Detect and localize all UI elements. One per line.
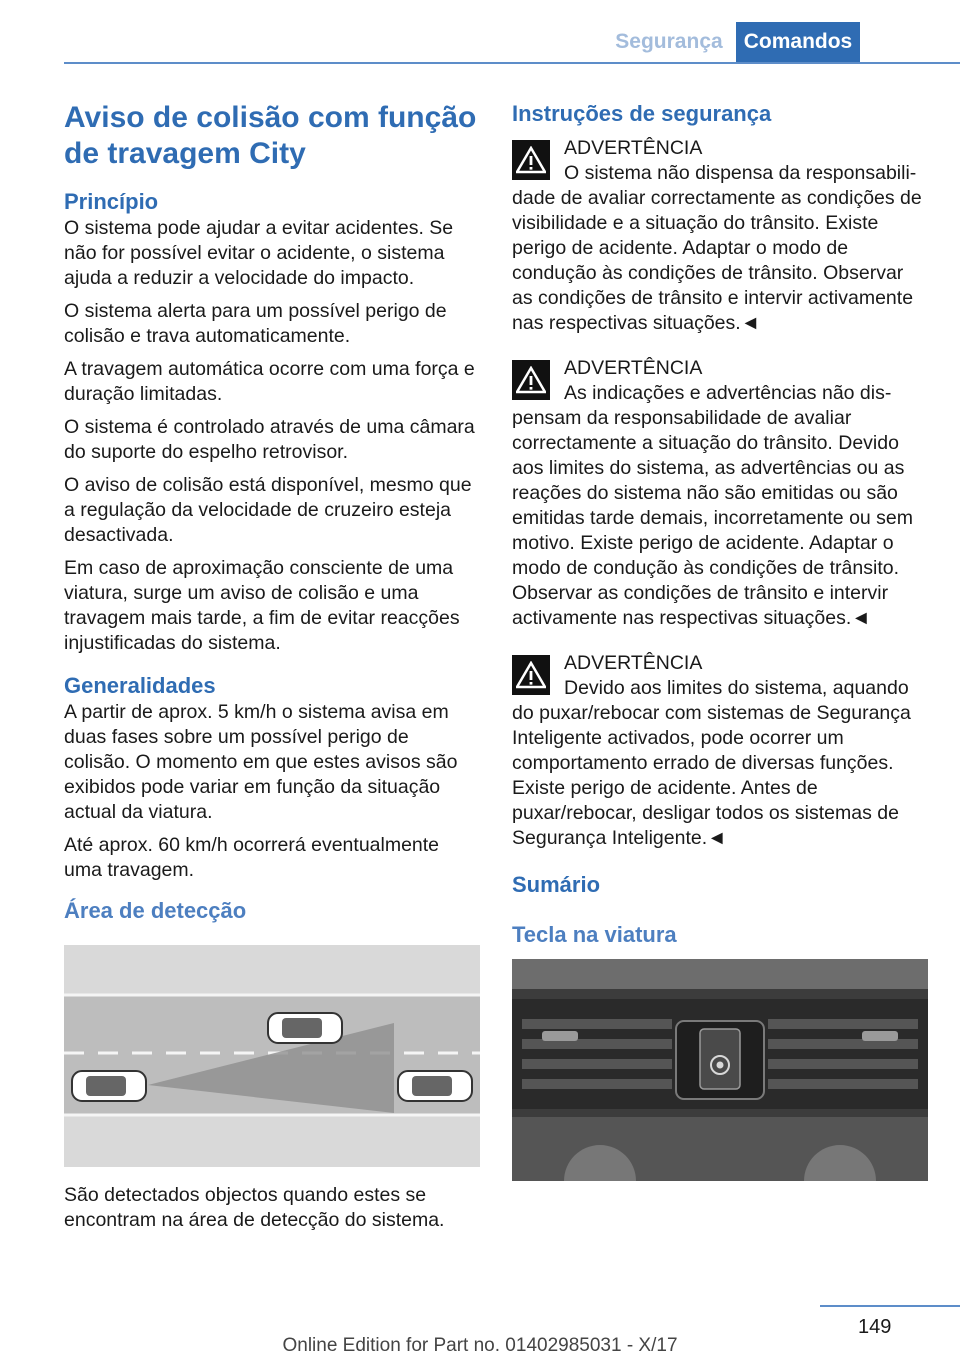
paragraph: A partir de aprox. 5 km/h o sistema avisa em duas fases sobre um possível perigo de colisão. O momento em que estes avisos são exibidos pode variar em função da situação actual da viatura. [64, 701, 458, 823]
vehicle-button-photo [512, 959, 928, 1181]
warning-block [512, 651, 928, 851]
heading-safety: Instruções de segurança [512, 101, 772, 126]
warning-triangle-icon [512, 140, 550, 180]
footer-rule [820, 1305, 960, 1307]
warning-block [512, 136, 928, 336]
dashboard-illustration [512, 959, 928, 1181]
detection-area-figure [64, 945, 480, 1167]
header-rule [64, 62, 960, 64]
warning-text: dade de avaliar correctamente as condições de visibilidade e a situação do trânsito. Existe perigo de acidente. Adaptar o modo de condução às condições de trânsito. Observar as condições de trânsito e intervir activamente nas respectivas situações.◄ [512, 187, 922, 334]
paragraph: Em caso de aproximação consciente de uma viatura, surge um aviso de colisão e uma travagem mais tarde, a fim de evitar reacções injustificadas do sistema. [64, 557, 460, 654]
warning-triangle-icon [512, 655, 550, 695]
paragraph: A travagem automática ocorre com uma força e duração limitadas. [64, 358, 475, 405]
tab-section-seguranca[interactable]: Segurança [615, 30, 723, 53]
warning-title: ADVERTÊNCIA [564, 357, 703, 379]
warning-text: As indicações e advertências não dis- [564, 382, 892, 404]
right-column [512, 100, 928, 1181]
road-illustration [64, 945, 480, 1167]
warning-text: Devido aos limites do sistema, aquando [564, 677, 909, 699]
paragraph: O sistema é controlado através de uma câmara do suporte do espelho retrovisor. [64, 416, 475, 463]
paragraph: Até aprox. 60 km/h ocorrerá eventualmente uma travagem. [64, 834, 440, 881]
warning-text: do puxar/rebocar com sistemas de Segurança Inteligente activados, pode ocorrer um comportamento errado de diversas funções. Existe perigo de acidente. Antes de puxar/rebocar, desligar todos os sistemas de Segurança Inteligente.◄ [512, 702, 911, 849]
tab-chapter-comandos[interactable]: Comandos [736, 22, 860, 62]
warning-triangle-icon [512, 360, 550, 400]
left-column [64, 100, 480, 1241]
warning-text: pensam da responsabilidade de avaliar correctamente a situação do trânsito. Devido aos limites do sistema, as advertências ou as reações do sistema não são emitidas ou são emitidas tarde demais, incorretamente ou sem motivo. Existe perigo de acidente. Adaptar o modo de condução às condições de trânsito. Observar as condições de trânsito e intervir activamente nas respectivas situações.◄ [512, 407, 914, 629]
car-icon [398, 1071, 472, 1101]
car-icon [268, 1013, 342, 1043]
page-number: 149 [858, 1316, 892, 1338]
heading-detection-area: Área de detecção [64, 898, 247, 923]
warning-title: ADVERTÊNCIA [564, 137, 703, 159]
heading-general: Generalidades [64, 673, 216, 698]
warning-title: ADVERTÊNCIA [564, 652, 703, 674]
car-icon [72, 1071, 146, 1101]
paragraph: O aviso de colisão está disponível, mesmo que a regulação da velocidade de cruzeiro esteja desactivada. [64, 474, 472, 546]
heading-principle: Princípio [64, 189, 159, 214]
warning-text: O sistema não dispensa da responsabili- [564, 162, 917, 184]
paragraph: O sistema alerta para um possível perigo de colisão e trava automaticamente. [64, 300, 447, 347]
figure-caption: São detectados objectos quando estes se encontram na área de detecção do sistema. [64, 1184, 445, 1231]
edition-note: Online Edition for Part no. 01402985031 - X/17 [282, 1335, 678, 1356]
page-title: Aviso de colisão com função de travagem City [64, 101, 477, 170]
heading-vehicle-button: Tecla na viatura [512, 922, 677, 947]
paragraph: O sistema pode ajudar a evitar acidentes. Se não for possível evitar o acidente, o sistema ajuda a reduzir a velocidade do impacto. [64, 217, 454, 289]
warning-block [512, 356, 928, 631]
heading-summary: Sumário [512, 872, 601, 897]
